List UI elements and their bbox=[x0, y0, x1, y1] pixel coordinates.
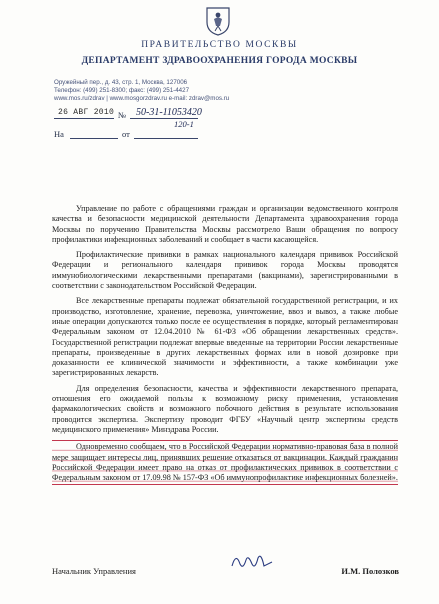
handwritten-signature bbox=[228, 548, 276, 574]
paragraph-right-to-refuse: Одновременно сообщаем, что в Российской Федерации нормативно-правовая база в полной мере защищает интересы лиц, принявших решение отказаться от вакцинации. Каждый гражданин Российской Федерации имеет право на отказ от профилактических прививок в соответствии с Федеральным законом от 17.09.98 № 157-ФЗ «Об иммунопрофилактике инфекционных болезней». bbox=[52, 440, 398, 485]
paragraph-registration: Все лекарственные препараты подлежат обязательной государственной регистрации, и их производство, изготовление, хранение, перевозка, уничтожение, ввоз и вывоз, а также любые иные операции допускаются только после ее осуществления в порядке, который регламентирован Федеральным законом от 12.04.2010 № 61-ФЗ «Об обращении лекарственных средств». Государственной регистрации подлежат впервые введенные на территории России лекарственные препараты, произведенные в других лекарственных формах или в новой дозировке при доказанности ее клинической значимости и эффективности, а также комбинации уже зарегистрированных лекарств. bbox=[52, 296, 398, 378]
address-line: Оружейный пер., д. 43, стр. 1, Москва, 127006 bbox=[54, 79, 188, 86]
paragraph-vaccination-calendar: Профилактические прививки в рамках национального календаря прививок Российской Федерации и регионального календаря прививок города Москвы проводятся иммунобиологическими лекарственными препаратами (вакцинами), зарегистрированными в соответствии с законодательством Российской Федерации. bbox=[52, 250, 398, 291]
outgoing-number: 50-31-11053420 bbox=[136, 107, 202, 118]
moscow-coat-of-arms-icon bbox=[205, 6, 231, 36]
number-underline bbox=[130, 118, 198, 119]
number-label: № bbox=[118, 110, 127, 120]
letter-body bbox=[52, 204, 398, 490]
signatory-name: И.М. Полозков bbox=[341, 566, 399, 576]
paragraph-intro: Управление по работе с обращениями граждан и организации ведомственного контроля качества и безопасности медицинской деятельности Департамента здравоохранения города Москвы по поручению Правительства Москвы рассмотрело Ваши обращения по вопросу профилактики инфекционных заболеваний и сообщает в части касающейся. bbox=[52, 204, 398, 244]
phone-fax-line: Телефон: (499) 251-8300; факс: (499) 251-4427 bbox=[54, 87, 190, 94]
web-email-line: www.mos.ru/zdrav | www.mosgorzdrav.ru e-mail: zdrav@mos.ru bbox=[54, 95, 230, 102]
signatory-title: Начальник Управления bbox=[52, 566, 136, 576]
outgoing-number-suffix: 120-1 bbox=[174, 119, 194, 129]
reference-date-underline bbox=[134, 138, 198, 139]
date-stamp: 26 АВГ 2010 bbox=[58, 108, 115, 117]
date-underline bbox=[54, 118, 114, 119]
department-title: ДЕПАРТАМЕНТ ЗДРАВООХРАНЕНИЯ ГОРОДА МОСКВЫ bbox=[81, 56, 358, 66]
reference-label: На bbox=[54, 129, 64, 139]
government-title: ПРАВИТЕЛЬСТВО МОСКВЫ bbox=[141, 40, 298, 50]
reference-date-label: от bbox=[122, 129, 130, 139]
paragraph-expertise: Для определения безопасности, качества и эффективности лекарственного препарата, отношения его ожидаемой пользы к возможному риску применения, установления фармакологических свойств и возможного побочного действия в результате использования проводится экспертиза. Экспертизу проводит ФГБУ «Научный центр экспертизы средств медицинского применения» Минздрава России. bbox=[52, 383, 398, 434]
reference-underline bbox=[70, 138, 118, 139]
